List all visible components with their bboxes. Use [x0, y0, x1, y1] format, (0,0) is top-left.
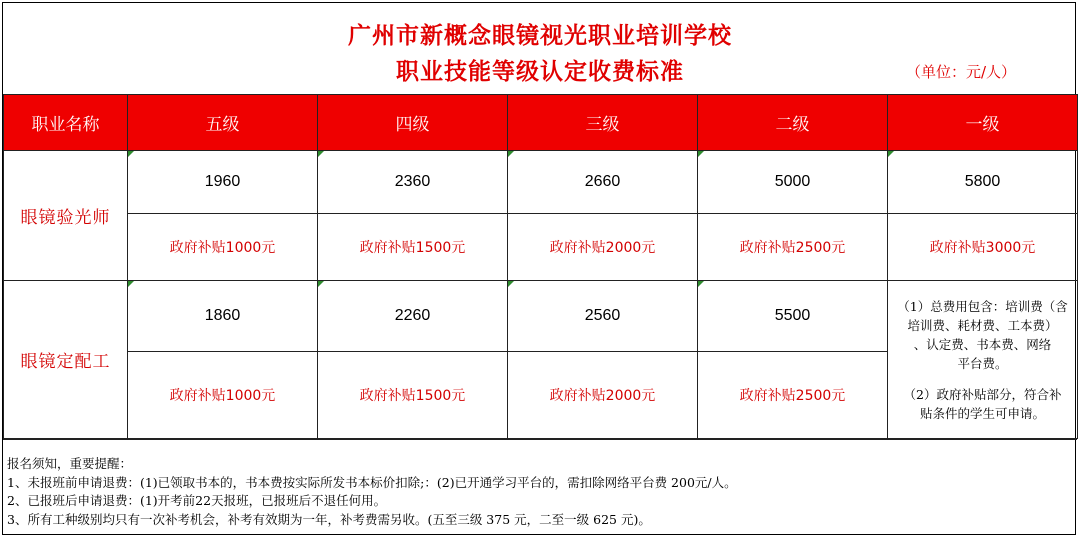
header-level-3: 三级 [508, 95, 698, 151]
fee-sheet [2, 2, 1076, 535]
subsidy-cell: 政府补贴1500元 [318, 214, 508, 281]
price-cell: 5800 [888, 151, 1078, 214]
fee-note-line: （2）政府补贴部分，符合补 [903, 386, 1062, 402]
fee-standard-title: 职业技能等级认定收费标准 [396, 59, 684, 85]
header-row [4, 95, 1078, 151]
price-cell: 1960 [128, 151, 318, 214]
job-name-lens-fitter: 眼镜定配工 [4, 281, 128, 439]
fee-note-line: 平台费。 [957, 355, 1008, 371]
subsidy-cell: 政府补贴2000元 [508, 214, 698, 281]
notes-item: 3、所有工种级别均只有一次补考机会，补考有效期为一年，补考费需另收。(五至三级 375 元，二至一级 625 元)。 [7, 511, 651, 527]
header-level-2: 二级 [698, 95, 888, 151]
header-level-4: 四级 [318, 95, 508, 151]
table-row [4, 151, 1078, 214]
price-cell: 2660 [508, 151, 698, 214]
school-title: 广州市新概念眼镜视光职业培训学校 [348, 23, 732, 49]
notes-item: 2、已报班后申请退费：(1)开考前22天报班，已报班后不退任何用。 [7, 493, 387, 508]
price-cell: 2260 [318, 281, 508, 352]
notes-item: 1、未报班前申请退费：(1)已领取书本的，书本费按实际所发书本标价扣除;：(2)已开通学习平台的，需扣除网络平台费 200元/人。 [7, 474, 737, 490]
table-row [4, 281, 1078, 352]
price-cell: 2360 [318, 151, 508, 214]
subsidy-cell: 政府补贴1500元 [318, 352, 508, 439]
fee-table [3, 94, 1078, 439]
fee-note-line: （1）总费用包含：培训费（含 [897, 298, 1068, 314]
header-level-5: 五级 [128, 95, 318, 151]
subsidy-cell: 政府补贴2500元 [698, 352, 888, 439]
header-job-name: 职业名称 [4, 95, 128, 151]
fee-note-line: 、认定费、书本费、网络 [913, 336, 1052, 352]
subsidy-cell: 政府补贴2500元 [698, 214, 888, 281]
subsidy-cell: 政府补贴2000元 [508, 352, 698, 439]
subsidy-cell: 政府补贴3000元 [888, 214, 1078, 281]
fee-note-line: 贴条件的学生可申请。 [919, 405, 1045, 421]
registration-notes [3, 439, 1077, 535]
subsidy-cell: 政府补贴1000元 [128, 214, 318, 281]
price-cell: 5000 [698, 151, 888, 214]
notes-heading: 报名须知，重要提醒： [7, 456, 133, 471]
price-cell: 2560 [508, 281, 698, 352]
job-name-optometrist: 眼镜验光师 [4, 151, 128, 281]
fee-note-line: 培训费、耗材费、工本费） [907, 317, 1058, 333]
price-cell: 5500 [698, 281, 888, 352]
subsidy-cell: 政府补贴1000元 [128, 352, 318, 439]
header-level-1: 一级 [888, 95, 1078, 151]
fee-note-cell [888, 281, 1078, 439]
table-row [4, 214, 1078, 281]
price-cell: 1860 [128, 281, 318, 352]
unit-label: （单位：元/人） [906, 63, 1017, 81]
